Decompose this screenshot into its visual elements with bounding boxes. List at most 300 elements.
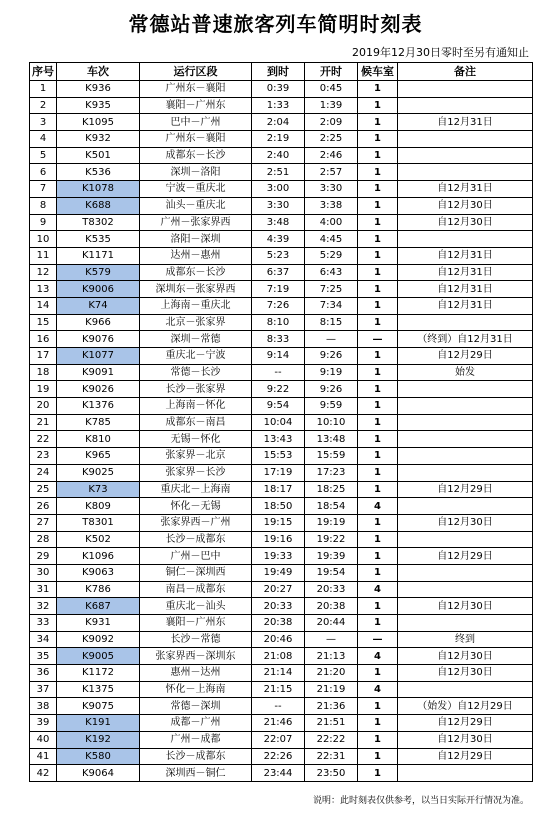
waiting-room: 1 bbox=[358, 548, 398, 565]
departure-time: 9:26 bbox=[305, 381, 358, 398]
route: 成都－广州 bbox=[140, 715, 252, 732]
train-number: K501 bbox=[57, 147, 140, 164]
row-no: 33 bbox=[30, 615, 57, 632]
remarks: 自12月30日 bbox=[398, 665, 533, 682]
remarks bbox=[398, 97, 533, 114]
train-number: K9026 bbox=[57, 381, 140, 398]
table-row bbox=[30, 564, 533, 581]
remarks: 自12月30日 bbox=[398, 214, 533, 231]
route: 长沙－成都东 bbox=[140, 748, 252, 765]
train-number: K1375 bbox=[57, 681, 140, 698]
row-no: 42 bbox=[30, 765, 57, 782]
remarks bbox=[398, 448, 533, 465]
page-title: 常德站普速旅客列车简明时刻表 bbox=[128, 12, 423, 36]
route: 成都东－长沙 bbox=[140, 147, 252, 164]
departure-time: 22:22 bbox=[305, 731, 358, 748]
train-number: K73 bbox=[57, 481, 140, 498]
route: 深圳－洛阳 bbox=[140, 164, 252, 181]
row-no: 35 bbox=[30, 648, 57, 665]
departure-time: 3:38 bbox=[305, 197, 358, 214]
row-no: 23 bbox=[30, 448, 57, 465]
table-row bbox=[30, 97, 533, 114]
waiting-room: 1 bbox=[358, 481, 398, 498]
waiting-room: 1 bbox=[358, 381, 398, 398]
train-number: K965 bbox=[57, 448, 140, 465]
remarks: 自12月30日 bbox=[398, 648, 533, 665]
departure-time: 18:25 bbox=[305, 481, 358, 498]
row-no: 34 bbox=[30, 631, 57, 648]
row-no: 9 bbox=[30, 214, 57, 231]
row-no: 7 bbox=[30, 181, 57, 198]
arrival-time: 7:19 bbox=[252, 281, 305, 298]
table-row bbox=[30, 364, 533, 381]
departure-time: 20:44 bbox=[305, 615, 358, 632]
route: 汕头－重庆北 bbox=[140, 197, 252, 214]
waiting-room: 1 bbox=[358, 147, 398, 164]
waiting-room: 1 bbox=[358, 715, 398, 732]
footer-note: 说明：此时刻表仅供参考，以当日实际开行情况为准。 bbox=[312, 796, 529, 806]
row-no: 1 bbox=[30, 81, 57, 98]
departure-time: 7:34 bbox=[305, 297, 358, 314]
header-remarks: 备注 bbox=[398, 63, 533, 81]
row-no: 3 bbox=[30, 114, 57, 131]
table-row bbox=[30, 748, 533, 765]
arrival-time: -- bbox=[252, 698, 305, 715]
remarks bbox=[398, 398, 533, 415]
route: 襄阳－广州东 bbox=[140, 97, 252, 114]
departure-time: 1:39 bbox=[305, 97, 358, 114]
route: 洛阳－深圳 bbox=[140, 231, 252, 248]
departure-time: 5:29 bbox=[305, 247, 358, 264]
train-number: K9075 bbox=[57, 698, 140, 715]
arrival-time: 10:04 bbox=[252, 414, 305, 431]
row-no: 41 bbox=[30, 748, 57, 765]
departure-time: 9:26 bbox=[305, 348, 358, 365]
table-row bbox=[30, 514, 533, 531]
train-number: K1376 bbox=[57, 398, 140, 415]
table-row bbox=[30, 314, 533, 331]
train-number: K9091 bbox=[57, 364, 140, 381]
arrival-time: 22:26 bbox=[252, 748, 305, 765]
table-row bbox=[30, 448, 533, 465]
waiting-room: 1 bbox=[358, 364, 398, 381]
remarks bbox=[398, 164, 533, 181]
row-no: 20 bbox=[30, 398, 57, 415]
departure-time: 0:45 bbox=[305, 81, 358, 98]
route: 深圳－常德 bbox=[140, 331, 252, 348]
row-no: 29 bbox=[30, 548, 57, 565]
arrival-time: 8:33 bbox=[252, 331, 305, 348]
row-no: 11 bbox=[30, 247, 57, 264]
validity-note: 2019年12月30日零时至另有通知止 bbox=[352, 46, 529, 59]
remarks: 自12月29日 bbox=[398, 748, 533, 765]
train-number: K809 bbox=[57, 498, 140, 515]
waiting-room: 1 bbox=[358, 414, 398, 431]
departure-time: 13:48 bbox=[305, 431, 358, 448]
remarks: （终到）自12月31日 bbox=[398, 331, 533, 348]
arrival-time: 2:19 bbox=[252, 131, 305, 148]
remarks bbox=[398, 615, 533, 632]
arrival-time: 19:15 bbox=[252, 514, 305, 531]
departure-time: 23:50 bbox=[305, 765, 358, 782]
waiting-room: 1 bbox=[358, 464, 398, 481]
table-row bbox=[30, 464, 533, 481]
waiting-room: 1 bbox=[358, 348, 398, 365]
table-row bbox=[30, 531, 533, 548]
arrival-time: 9:54 bbox=[252, 398, 305, 415]
table-row bbox=[30, 247, 533, 264]
waiting-room: 1 bbox=[358, 281, 398, 298]
waiting-room: 1 bbox=[358, 264, 398, 281]
waiting-room: 1 bbox=[358, 698, 398, 715]
arrival-time: 6:37 bbox=[252, 264, 305, 281]
waiting-room: 1 bbox=[358, 114, 398, 131]
waiting-room: 1 bbox=[358, 247, 398, 264]
departure-time: 15:59 bbox=[305, 448, 358, 465]
header-row bbox=[30, 63, 533, 81]
row-no: 2 bbox=[30, 97, 57, 114]
arrival-time: 17:19 bbox=[252, 464, 305, 481]
remarks bbox=[398, 464, 533, 481]
arrival-time: 21:46 bbox=[252, 715, 305, 732]
table-row bbox=[30, 297, 533, 314]
row-no: 25 bbox=[30, 481, 57, 498]
arrival-time: 7:26 bbox=[252, 297, 305, 314]
waiting-room: 1 bbox=[358, 514, 398, 531]
route: 成都东－南昌 bbox=[140, 414, 252, 431]
train-number: K9092 bbox=[57, 631, 140, 648]
departure-time: 19:19 bbox=[305, 514, 358, 531]
row-no: 18 bbox=[30, 364, 57, 381]
train-number: K932 bbox=[57, 131, 140, 148]
departure-time: 22:31 bbox=[305, 748, 358, 765]
arrival-time: 8:10 bbox=[252, 314, 305, 331]
train-number: K9005 bbox=[57, 648, 140, 665]
train-number: K1172 bbox=[57, 665, 140, 682]
row-no: 22 bbox=[30, 431, 57, 448]
departure-time: 7:25 bbox=[305, 281, 358, 298]
arrival-time: 2:40 bbox=[252, 147, 305, 164]
route: 怀化－上海南 bbox=[140, 681, 252, 698]
header-no: 序号 bbox=[30, 63, 57, 81]
train-number: K1096 bbox=[57, 548, 140, 565]
train-number: K688 bbox=[57, 197, 140, 214]
remarks: 自12月30日 bbox=[398, 197, 533, 214]
row-no: 36 bbox=[30, 665, 57, 682]
row-no: 10 bbox=[30, 231, 57, 248]
arrival-time: 20:33 bbox=[252, 598, 305, 615]
route: 惠州－达州 bbox=[140, 665, 252, 682]
remarks: 自12月29日 bbox=[398, 348, 533, 365]
table-row bbox=[30, 481, 533, 498]
remarks bbox=[398, 581, 533, 598]
route: 襄阳－广州东 bbox=[140, 615, 252, 632]
arrival-time: 20:27 bbox=[252, 581, 305, 598]
route: 无锡－怀化 bbox=[140, 431, 252, 448]
route: 重庆北－汕头 bbox=[140, 598, 252, 615]
row-no: 13 bbox=[30, 281, 57, 298]
waiting-room: 1 bbox=[358, 398, 398, 415]
table-row bbox=[30, 114, 533, 131]
remarks: 自12月31日 bbox=[398, 247, 533, 264]
table-row bbox=[30, 648, 533, 665]
departure-time: 20:33 bbox=[305, 581, 358, 598]
row-no: 5 bbox=[30, 147, 57, 164]
row-no: 21 bbox=[30, 414, 57, 431]
remarks: 自12月31日 bbox=[398, 114, 533, 131]
route: 长沙－成都东 bbox=[140, 531, 252, 548]
train-number: K936 bbox=[57, 81, 140, 98]
waiting-room: 1 bbox=[358, 164, 398, 181]
departure-time: 4:00 bbox=[305, 214, 358, 231]
train-number: K935 bbox=[57, 97, 140, 114]
train-number: K535 bbox=[57, 231, 140, 248]
route: 张家界西－深圳东 bbox=[140, 648, 252, 665]
train-number: K579 bbox=[57, 264, 140, 281]
arrival-time: 2:04 bbox=[252, 114, 305, 131]
waiting-room: 1 bbox=[358, 297, 398, 314]
departure-time: 20:38 bbox=[305, 598, 358, 615]
remarks: 自12月31日 bbox=[398, 281, 533, 298]
table-row bbox=[30, 281, 533, 298]
route: 怀化－无锡 bbox=[140, 498, 252, 515]
departure-time: 18:54 bbox=[305, 498, 358, 515]
table-row bbox=[30, 381, 533, 398]
waiting-room: 1 bbox=[358, 531, 398, 548]
table-row bbox=[30, 231, 533, 248]
departure-time: 19:39 bbox=[305, 548, 358, 565]
train-number: K580 bbox=[57, 748, 140, 765]
table-row bbox=[30, 147, 533, 164]
table-row bbox=[30, 431, 533, 448]
arrival-time: 18:50 bbox=[252, 498, 305, 515]
arrival-time: 5:23 bbox=[252, 247, 305, 264]
route: 重庆北－宁波 bbox=[140, 348, 252, 365]
departure-time: 2:09 bbox=[305, 114, 358, 131]
waiting-room: 1 bbox=[358, 448, 398, 465]
route: 铜仁－深圳西 bbox=[140, 564, 252, 581]
remarks bbox=[398, 498, 533, 515]
waiting-room: 1 bbox=[358, 615, 398, 632]
train-number: K687 bbox=[57, 598, 140, 615]
route: 北京－张家界 bbox=[140, 314, 252, 331]
table-row bbox=[30, 765, 533, 782]
train-number: K1171 bbox=[57, 247, 140, 264]
route: 广州－成都 bbox=[140, 731, 252, 748]
waiting-room: 1 bbox=[358, 564, 398, 581]
remarks: 自12月30日 bbox=[398, 598, 533, 615]
departure-time: 9:59 bbox=[305, 398, 358, 415]
departure-time: 21:51 bbox=[305, 715, 358, 732]
route: 常德－深圳 bbox=[140, 698, 252, 715]
route: 张家界－长沙 bbox=[140, 464, 252, 481]
waiting-room: 4 bbox=[358, 581, 398, 598]
arrival-time: 3:48 bbox=[252, 214, 305, 231]
departure-time: 17:23 bbox=[305, 464, 358, 481]
waiting-room: 1 bbox=[358, 181, 398, 198]
route: 成都东－长沙 bbox=[140, 264, 252, 281]
arrival-time: 18:17 bbox=[252, 481, 305, 498]
remarks bbox=[398, 681, 533, 698]
arrival-time: 2:51 bbox=[252, 164, 305, 181]
waiting-room: 1 bbox=[358, 97, 398, 114]
remarks bbox=[398, 131, 533, 148]
train-number: K786 bbox=[57, 581, 140, 598]
route: 广州东－襄阳 bbox=[140, 131, 252, 148]
row-no: 26 bbox=[30, 498, 57, 515]
table-row bbox=[30, 498, 533, 515]
row-no: 15 bbox=[30, 314, 57, 331]
arrival-time: 19:49 bbox=[252, 564, 305, 581]
timetable bbox=[29, 62, 533, 782]
departure-time: 6:43 bbox=[305, 264, 358, 281]
route: 常德－长沙 bbox=[140, 364, 252, 381]
arrival-time: 21:14 bbox=[252, 665, 305, 682]
remarks: （始发）自12月29日 bbox=[398, 698, 533, 715]
remarks: 终到 bbox=[398, 631, 533, 648]
table-row bbox=[30, 348, 533, 365]
remarks: 自12月31日 bbox=[398, 264, 533, 281]
row-no: 17 bbox=[30, 348, 57, 365]
remarks bbox=[398, 81, 533, 98]
route: 广州－巴中 bbox=[140, 548, 252, 565]
row-no: 37 bbox=[30, 681, 57, 698]
remarks: 自12月31日 bbox=[398, 181, 533, 198]
train-number: K1078 bbox=[57, 181, 140, 198]
row-no: 28 bbox=[30, 531, 57, 548]
train-number: T8302 bbox=[57, 214, 140, 231]
row-no: 4 bbox=[30, 131, 57, 148]
table-row bbox=[30, 164, 533, 181]
remarks: 自12月29日 bbox=[398, 715, 533, 732]
route: 张家界－北京 bbox=[140, 448, 252, 465]
route: 上海南－怀化 bbox=[140, 398, 252, 415]
table-row bbox=[30, 731, 533, 748]
table-row bbox=[30, 598, 533, 615]
departure-time: 21:19 bbox=[305, 681, 358, 698]
table-row bbox=[30, 398, 533, 415]
waiting-room: 1 bbox=[358, 214, 398, 231]
row-no: 19 bbox=[30, 381, 57, 398]
departure-time: 3:30 bbox=[305, 181, 358, 198]
remarks bbox=[398, 531, 533, 548]
table-row bbox=[30, 414, 533, 431]
train-number: K1095 bbox=[57, 114, 140, 131]
waiting-room: 1 bbox=[358, 314, 398, 331]
train-number: T8301 bbox=[57, 514, 140, 531]
table-row bbox=[30, 581, 533, 598]
remarks bbox=[398, 414, 533, 431]
route: 张家界西－广州 bbox=[140, 514, 252, 531]
table-row bbox=[30, 331, 533, 348]
route: 深圳西－铜仁 bbox=[140, 765, 252, 782]
waiting-room: 1 bbox=[358, 731, 398, 748]
train-number: K810 bbox=[57, 431, 140, 448]
departure-time: 9:19 bbox=[305, 364, 358, 381]
header-departure: 开时 bbox=[305, 63, 358, 81]
departure-time: 19:54 bbox=[305, 564, 358, 581]
row-no: 30 bbox=[30, 564, 57, 581]
arrival-time: 9:22 bbox=[252, 381, 305, 398]
row-no: 40 bbox=[30, 731, 57, 748]
train-number: K9006 bbox=[57, 281, 140, 298]
table-row bbox=[30, 181, 533, 198]
header-train: 车次 bbox=[57, 63, 140, 81]
remarks: 自12月31日 bbox=[398, 297, 533, 314]
remarks bbox=[398, 231, 533, 248]
arrival-time: 22:07 bbox=[252, 731, 305, 748]
departure-time: 21:13 bbox=[305, 648, 358, 665]
train-number: K1077 bbox=[57, 348, 140, 365]
departure-time: — bbox=[305, 631, 358, 648]
route: 南昌－成都东 bbox=[140, 581, 252, 598]
arrival-time: 4:39 bbox=[252, 231, 305, 248]
departure-time: — bbox=[305, 331, 358, 348]
row-no: 12 bbox=[30, 264, 57, 281]
departure-time: 21:36 bbox=[305, 698, 358, 715]
table-row bbox=[30, 264, 533, 281]
remarks bbox=[398, 564, 533, 581]
waiting-room: 4 bbox=[358, 648, 398, 665]
train-number: K9063 bbox=[57, 564, 140, 581]
train-number: K502 bbox=[57, 531, 140, 548]
arrival-time: 9:14 bbox=[252, 348, 305, 365]
route: 巴中－广州 bbox=[140, 114, 252, 131]
row-no: 39 bbox=[30, 715, 57, 732]
waiting-room: 1 bbox=[358, 131, 398, 148]
route: 重庆北－上海南 bbox=[140, 481, 252, 498]
train-number: K9025 bbox=[57, 464, 140, 481]
table-row bbox=[30, 615, 533, 632]
departure-time: 19:22 bbox=[305, 531, 358, 548]
departure-time: 10:10 bbox=[305, 414, 358, 431]
table-row bbox=[30, 548, 533, 565]
row-no: 6 bbox=[30, 164, 57, 181]
train-number: K9064 bbox=[57, 765, 140, 782]
arrival-time: 19:33 bbox=[252, 548, 305, 565]
waiting-room: 1 bbox=[358, 665, 398, 682]
header-arrival: 到时 bbox=[252, 63, 305, 81]
arrival-time: 0:39 bbox=[252, 81, 305, 98]
header-waiting-room: 候车室 bbox=[358, 63, 398, 81]
table-row bbox=[30, 131, 533, 148]
waiting-room: 1 bbox=[358, 748, 398, 765]
route: 广州－张家界西 bbox=[140, 214, 252, 231]
remarks bbox=[398, 765, 533, 782]
waiting-room: — bbox=[358, 631, 398, 648]
remarks: 始发 bbox=[398, 364, 533, 381]
row-no: 32 bbox=[30, 598, 57, 615]
waiting-room: 1 bbox=[358, 231, 398, 248]
train-number: K785 bbox=[57, 414, 140, 431]
train-number: K191 bbox=[57, 715, 140, 732]
arrival-time: 3:30 bbox=[252, 197, 305, 214]
arrival-time: 20:38 bbox=[252, 615, 305, 632]
waiting-room: 4 bbox=[358, 498, 398, 515]
waiting-room: 1 bbox=[358, 598, 398, 615]
train-number: K9076 bbox=[57, 331, 140, 348]
header-route: 运行区段 bbox=[140, 63, 252, 81]
timetable-body bbox=[30, 81, 533, 782]
arrival-time: 1:33 bbox=[252, 97, 305, 114]
train-number: K536 bbox=[57, 164, 140, 181]
row-no: 38 bbox=[30, 698, 57, 715]
route: 达州－惠州 bbox=[140, 247, 252, 264]
remarks bbox=[398, 431, 533, 448]
arrival-time: 3:00 bbox=[252, 181, 305, 198]
arrival-time: 19:16 bbox=[252, 531, 305, 548]
table-row bbox=[30, 698, 533, 715]
